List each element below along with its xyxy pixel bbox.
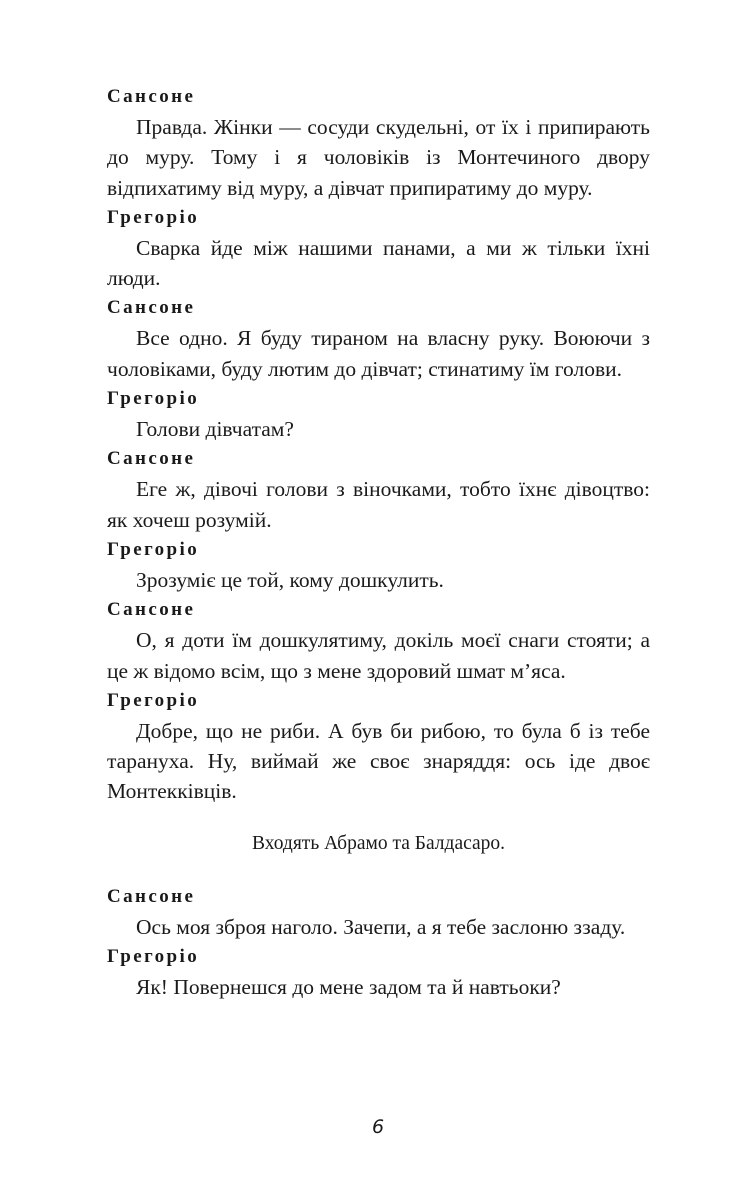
dialogue-block bbox=[107, 82, 650, 203]
speaker-name: Грегоріо bbox=[107, 538, 200, 560]
dialogue-line: Голови дівчатам? bbox=[136, 417, 294, 442]
dialogue-line: Як! Повернешся до мене задом та й навтьоки? bbox=[136, 975, 561, 1000]
stage-direction: Входять Абрамо та Балдасаро. bbox=[251, 832, 506, 854]
speaker-name: Грегоріо bbox=[107, 689, 200, 711]
dialogue-line: Зрозуміє це той, кому дошкулить. bbox=[136, 567, 444, 592]
speaker-name: Сансоне bbox=[107, 885, 196, 907]
speaker-name: Грегоріо bbox=[107, 206, 200, 228]
dialogue-line: Правда. Жінки — сосуди скудельні, от їх і припирають до муру. Тому і я чоловіків із Монтечиного двору відпихатиму від муру, а дівчат припиратиму до муру. bbox=[107, 115, 650, 200]
page-body bbox=[107, 82, 650, 1002]
dialogue-line: Добре, що не риби. А був би рибою, то була б із тебе тарануха. Ну, виймай же своє знаряддя: ось іде двоє Монтекківців. bbox=[107, 718, 650, 804]
speaker-name: Сансоне bbox=[107, 297, 196, 319]
dialogue-block bbox=[107, 942, 650, 1002]
speaker-name: Сансоне bbox=[107, 599, 196, 621]
page-number: 6 bbox=[371, 1116, 385, 1138]
dialogue-line: Еге ж, дівочі голови з віночками, тобто їхнє дівоцтво: як хочеш розумій. bbox=[107, 477, 650, 532]
dialogue-line: О, я доти їм дошкулятиму, докіль моєї снаги стояти; а це ж відомо всім, що з мене здоровий шмат м’яса. bbox=[107, 628, 650, 683]
dialogue-block bbox=[107, 444, 650, 535]
dialogue-block bbox=[107, 203, 650, 294]
speaker-name: Грегоріо bbox=[107, 388, 200, 410]
dialogue-block bbox=[107, 384, 650, 444]
dialogue-line: Все одно. Я буду тираном на власну руку. Воюючи з чоловіками, буду лютим до дівчат; стинатиму їм голови. bbox=[107, 326, 650, 381]
dialogue-line: Ось моя зброя наголо. Зачепи, а я тебе заслоню ззаду. bbox=[136, 914, 626, 939]
dialogue-block bbox=[107, 535, 650, 595]
speaker-name: Сансоне bbox=[107, 448, 196, 470]
speaker-name: Грегоріо bbox=[107, 946, 200, 968]
dialogue-block bbox=[107, 882, 650, 942]
dialogue-line: Сварка йде між нашими панами, а ми ж тільки їхні люди. bbox=[107, 235, 650, 291]
dialogue-block bbox=[107, 595, 650, 686]
dialogue-block bbox=[107, 293, 650, 384]
dialogue-block bbox=[107, 686, 650, 807]
speaker-name: Сансоне bbox=[107, 86, 196, 107]
